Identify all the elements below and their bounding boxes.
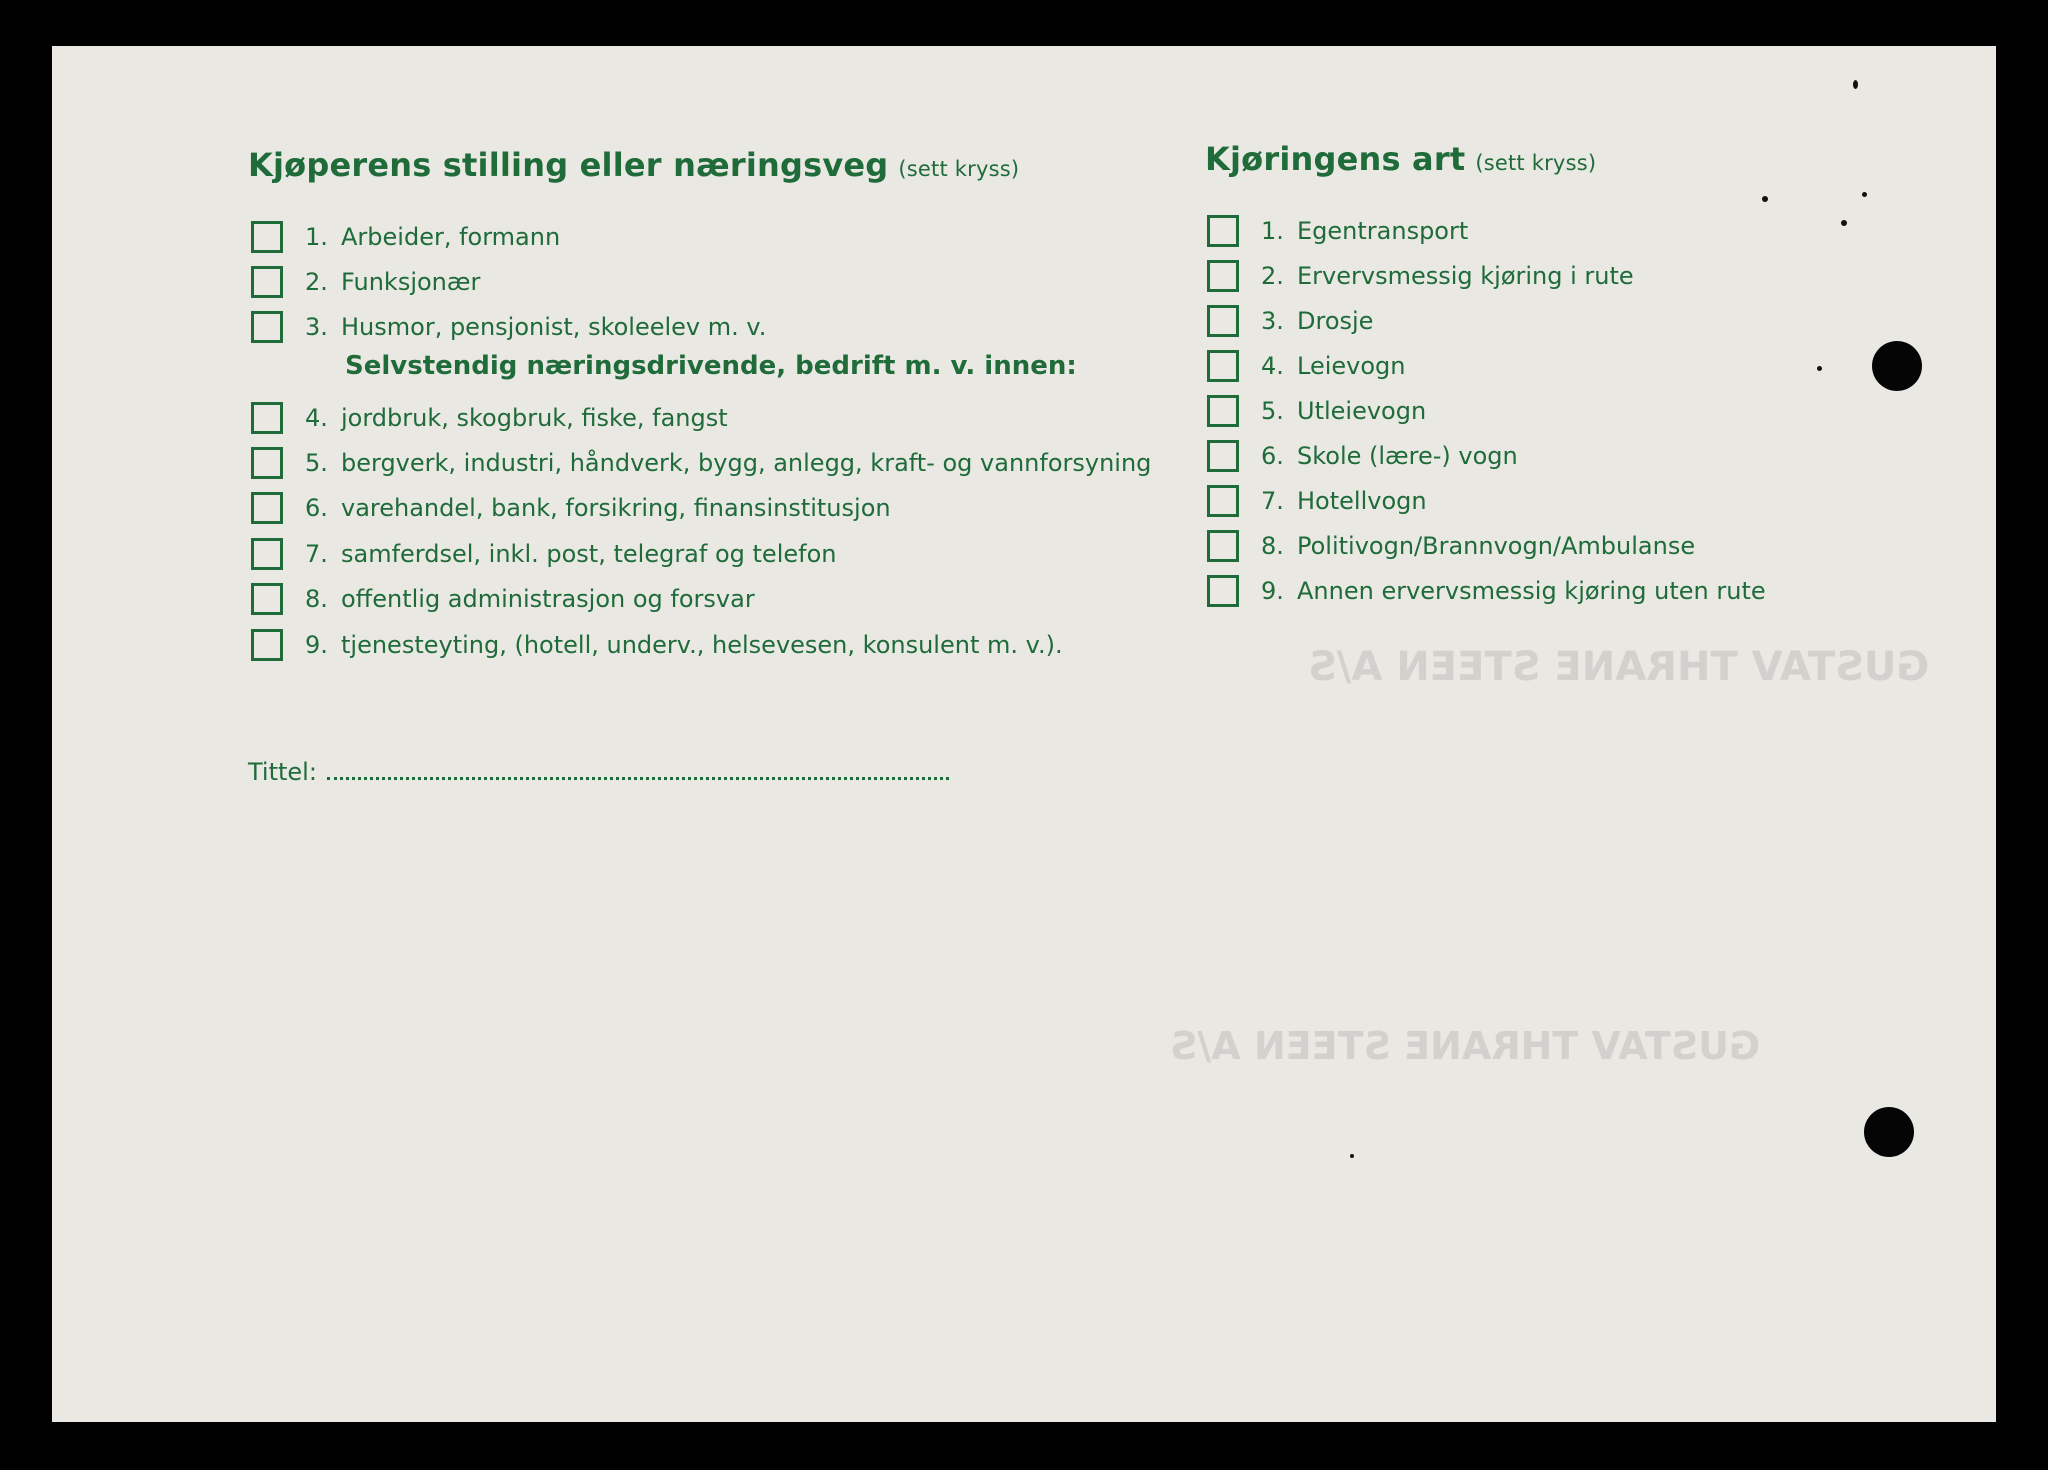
self-employed-subheading: Selvstendig næringsdrivende, bedrift m. v. innen: (345, 351, 1077, 381)
title-field-label: Tittel: (248, 758, 317, 786)
driving-type-hint: (sett kryss) (1475, 151, 1597, 175)
buyer-occupation-heading (248, 146, 1019, 184)
buyer-option-4[interactable] (251, 398, 728, 438)
option-number: 7. (305, 540, 328, 568)
buyer-occupation-hint: (sett kryss) (898, 157, 1020, 181)
buyer-option-3[interactable] (251, 307, 766, 347)
option-number: 2. (1261, 262, 1284, 290)
option-number: 4. (305, 404, 328, 432)
option-number: 6. (1261, 442, 1284, 470)
option-number: 7. (1261, 487, 1284, 515)
option-number: 1. (305, 223, 328, 251)
driving-option-3[interactable] (1207, 301, 1373, 341)
checkbox[interactable] (1207, 485, 1239, 517)
checkbox[interactable] (251, 266, 283, 298)
option-number: 9. (305, 631, 328, 659)
checkbox[interactable] (251, 311, 283, 343)
driving-type-heading-text: Kjøringens art (1205, 140, 1466, 178)
form-sheet (52, 46, 1996, 1422)
option-number: 9. (1261, 577, 1284, 605)
option-number: 5. (1261, 397, 1284, 425)
checkbox[interactable] (251, 583, 283, 615)
buyer-option-5[interactable] (251, 443, 1151, 483)
driving-option-1[interactable] (1207, 211, 1468, 251)
checkbox[interactable] (1207, 575, 1239, 607)
option-number: 3. (1261, 307, 1284, 335)
show-through-stamp-upper: GUSTAV THRANE STEEN A/S (1308, 644, 1930, 690)
option-label: Drosje (1297, 307, 1374, 335)
option-label: Egentransport (1297, 217, 1469, 245)
option-label: Hotellvogn (1297, 487, 1427, 515)
checkbox[interactable] (251, 447, 283, 479)
option-number: 4. (1261, 352, 1284, 380)
checkbox[interactable] (251, 629, 283, 661)
option-label: samferdsel, inkl. post, telegraf og telefon (341, 540, 837, 568)
option-label: Funksjonær (341, 268, 481, 296)
title-field[interactable] (248, 758, 949, 786)
option-label: varehandel, bank, forsikring, finansinstitusjon (341, 494, 891, 522)
option-label: bergverk, industri, håndverk, bygg, anlegg, kraft- og vannforsyning (341, 449, 1152, 477)
checkbox[interactable] (1207, 440, 1239, 472)
option-number: 8. (1261, 532, 1284, 560)
punch-hole-lower (1864, 1107, 1914, 1157)
ink-speck (1862, 192, 1867, 197)
option-label: Utleievogn (1297, 397, 1427, 425)
checkbox[interactable] (1207, 530, 1239, 562)
option-number: 8. (305, 585, 328, 613)
buyer-option-9[interactable] (251, 625, 1063, 665)
buyer-option-8[interactable] (251, 579, 755, 619)
checkbox[interactable] (251, 402, 283, 434)
checkbox[interactable] (1207, 305, 1239, 337)
ink-speck (1762, 196, 1768, 202)
ink-speck (1853, 80, 1858, 89)
option-number: 1. (1261, 217, 1284, 245)
ink-speck (1817, 366, 1822, 371)
option-label: Husmor, pensjonist, skoleelev m. v. (341, 313, 767, 341)
option-label: Politivogn/Brannvogn/Ambulanse (1297, 532, 1696, 560)
buyer-option-7[interactable] (251, 534, 836, 574)
driving-option-8[interactable] (1207, 526, 1695, 566)
ink-speck (1841, 220, 1847, 226)
option-label: tjenesteyting, (hotell, underv., helsevesen, konsulent m. v.). (341, 631, 1063, 659)
driving-option-7[interactable] (1207, 481, 1427, 521)
option-number: 6. (305, 494, 328, 522)
ink-speck (1350, 1154, 1354, 1158)
option-label: Leievogn (1297, 352, 1406, 380)
option-number: 3. (305, 313, 328, 341)
buyer-option-6[interactable] (251, 488, 891, 528)
driving-type-heading (1205, 140, 1596, 178)
title-field-dotted-line[interactable] (327, 771, 949, 780)
checkbox[interactable] (251, 221, 283, 253)
checkbox[interactable] (1207, 260, 1239, 292)
show-through-stamp-lower: GUSTAV THRANE STEEN A/S (1170, 1024, 1761, 1068)
checkbox[interactable] (251, 492, 283, 524)
driving-option-5[interactable] (1207, 391, 1426, 431)
option-number: 2. (305, 268, 328, 296)
driving-option-4[interactable] (1207, 346, 1405, 386)
option-label: Ervervsmessig kjøring i rute (1297, 262, 1634, 290)
buyer-occupation-heading-text: Kjøperens stilling eller næringsveg (248, 146, 889, 184)
punch-hole-upper (1872, 341, 1922, 391)
driving-option-9[interactable] (1207, 571, 1766, 611)
option-label: jordbruk, skogbruk, fiske, fangst (341, 404, 728, 432)
driving-option-2[interactable] (1207, 256, 1634, 296)
option-number: 5. (305, 449, 328, 477)
driving-option-6[interactable] (1207, 436, 1518, 476)
checkbox[interactable] (1207, 350, 1239, 382)
option-label: offentlig administrasjon og forsvar (341, 585, 755, 613)
option-label: Annen ervervsmessig kjøring uten rute (1297, 577, 1766, 605)
checkbox[interactable] (1207, 395, 1239, 427)
checkbox[interactable] (251, 538, 283, 570)
option-label: Skole (lære-) vogn (1297, 442, 1518, 470)
option-label: Arbeider, formann (341, 223, 561, 251)
checkbox[interactable] (1207, 215, 1239, 247)
buyer-option-1[interactable] (251, 217, 560, 257)
buyer-option-2[interactable] (251, 262, 480, 302)
